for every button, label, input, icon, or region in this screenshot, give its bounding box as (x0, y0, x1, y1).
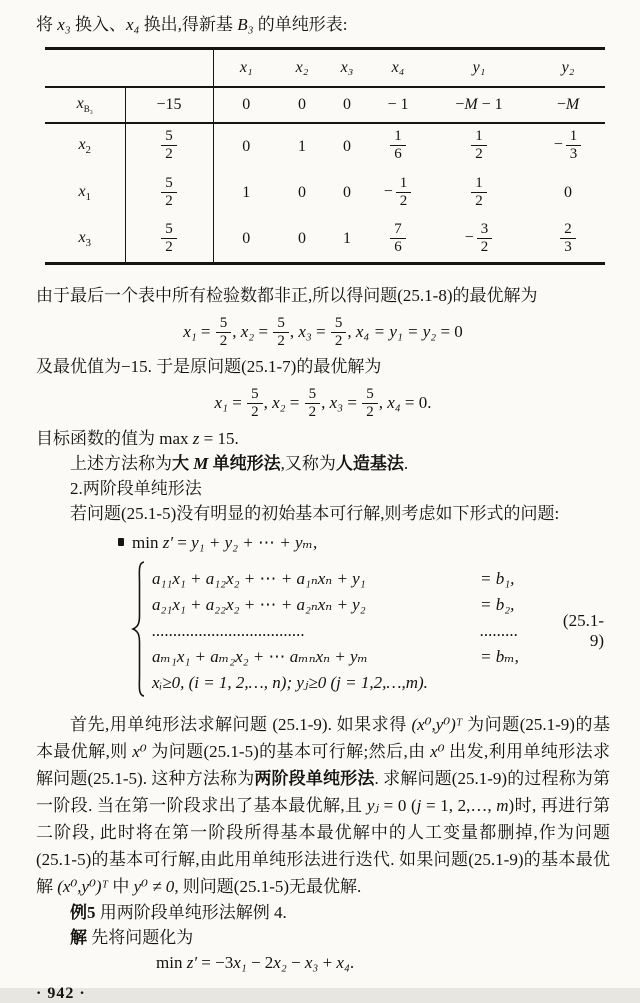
text-run: · (74, 984, 86, 1002)
fraction-sign: − (464, 228, 474, 246)
simplex-table-body (45, 87, 605, 264)
table-value-cell: −15 (125, 87, 213, 123)
bold-italic-run: M (193, 453, 209, 473)
equation-lhs: aₘ₁x₁ + aₘ₂x₂ + ⋯ aₘₙxₙ + yₘ (152, 647, 368, 667)
fraction (560, 221, 576, 256)
table-cell: 0 (298, 184, 306, 201)
solution-line-1 (36, 312, 610, 352)
equation-lhs: a₁₁x₁ + a₁₂x₂ + ⋯ + a₁ₙxₙ + y₁ (152, 569, 366, 589)
fraction-numerator: 5 (362, 386, 378, 404)
table-cell: 1 (343, 230, 351, 248)
fraction-denominator: 2 (165, 146, 173, 162)
equation-row (152, 566, 554, 592)
table-cell: 0 (564, 184, 572, 201)
fraction (471, 175, 487, 210)
table-basis-cell (45, 170, 125, 217)
math-run: z′ (186, 952, 198, 972)
math-run: x⁰ (430, 741, 445, 761)
math-run: x₃ (57, 15, 71, 34)
fraction (305, 386, 321, 421)
page-number (36, 985, 610, 1003)
text-run: 出发,利用单纯形法求解问题(25.1-5). 这种方法称为 (36, 741, 611, 788)
text-run: − (455, 95, 465, 113)
math-run: x₁ (214, 393, 228, 413)
fraction (471, 128, 487, 163)
text-run: = −3 (197, 952, 234, 972)
fraction-numerator: 1 (471, 128, 487, 146)
math-run: y₁ + y₂ + ⋯ + yₘ (191, 532, 313, 552)
text-run: = (285, 393, 304, 413)
fraction-numerator: 1 (471, 175, 487, 193)
equation-rhs (480, 670, 554, 696)
math-run: x₂ (240, 322, 255, 341)
equation-rhs: = bₘ, (480, 647, 519, 667)
math-run: M (464, 95, 478, 113)
math-run: x₄ (336, 952, 350, 972)
text-run: 为问题(25.1-5)的基本可行解;然后,由 (146, 741, 431, 761)
equation-number: (25.1-9) (562, 611, 604, 651)
text-run: , (263, 393, 273, 413)
fraction-denominator: 2 (475, 192, 483, 209)
fraction (216, 315, 232, 350)
text-run: = 0 (436, 322, 463, 341)
intro-line (36, 12, 610, 37)
fraction-denominator: 6 (394, 146, 402, 162)
fraction (390, 221, 406, 256)
math-run: M (565, 95, 580, 113)
solution-line-2 (36, 383, 610, 423)
table-cell (427, 87, 531, 123)
text-run: − (286, 952, 305, 972)
min-objective-line (132, 529, 610, 556)
text-run: 换入、 (70, 15, 126, 34)
table-cell: 1 (242, 184, 251, 201)
fraction (566, 128, 582, 163)
simplex-table (45, 47, 605, 265)
fraction-denominator: 2 (475, 146, 483, 162)
table-cell: 0 (213, 87, 279, 123)
equation-lhs: xᵢ≥0, (i = 1, 2,…, n); yⱼ≥0 (j = 1,2,…,m). (152, 673, 428, 693)
paragraph-optimal-25-1-8: 由于最后一个表中所有检验数都非正,所以得问题(25.1-8)的最优解为 (36, 286, 538, 305)
paragraph-big-m-method (36, 451, 610, 476)
fraction (477, 221, 493, 256)
fraction-numerator: 5 (161, 175, 177, 193)
table-cell (427, 170, 531, 217)
basis-variable: x (76, 94, 84, 112)
equation-row (152, 618, 554, 644)
math-run: x₃ (329, 393, 344, 413)
table-row (45, 123, 605, 170)
math-run: (x⁰,y⁰)ᵀ (57, 876, 109, 896)
table-cell (369, 217, 427, 264)
math-run: x₂ (272, 393, 286, 413)
paragraph-two-phase-intro: 若问题(25.1-5)没有明显的初始基本可行解,则考虑如下形式的问题: (70, 503, 560, 523)
text-run: 将 (36, 15, 58, 34)
fraction-numerator: 5 (305, 386, 321, 404)
fraction-denominator: 6 (394, 238, 402, 255)
text-run: )时, 再进行第二阶段, 此时将在第一阶段所得基本最优解中的人工变量都删掉,作为问题(25.1-5)的基本可行解,由此用单纯形法进行迭代. 如果问题(25.1-9)的基本最优解 (36, 795, 610, 896)
math-run: x₃ (304, 952, 319, 972)
text-run: = (227, 393, 247, 413)
table-cell (427, 217, 531, 264)
equation-lhs: .................................... (152, 621, 305, 641)
math-run: x₄ (125, 15, 140, 34)
fraction-numerator: 1 (566, 128, 582, 146)
math-run: y⁰ ≠ 0 (133, 876, 175, 896)
fraction-numerator: 5 (331, 315, 347, 333)
math-run: z′ (162, 532, 174, 552)
text-run: = 0. (400, 393, 432, 413)
fraction-denominator: 2 (165, 238, 173, 255)
fraction-denominator: 2 (334, 332, 343, 349)
fraction (161, 221, 177, 256)
math-run: z (192, 428, 200, 448)
table-column-header: x₄ (369, 49, 427, 87)
fraction-numerator: 1 (396, 175, 412, 193)
equation-system-25-1-9 (130, 560, 610, 703)
math-run: x₁ (183, 322, 197, 341)
text-run: = 1, 2,…, (421, 795, 497, 815)
fraction-numerator: 5 (247, 386, 263, 404)
min-objective-text (132, 533, 317, 552)
fraction-denominator: 2 (366, 403, 374, 420)
text-run: 中 (108, 876, 134, 896)
basis-variable-subscript: 3 (85, 237, 92, 250)
fraction-numerator: 5 (161, 128, 177, 146)
bold-run: 例5 (70, 902, 96, 922)
table-column-header: x₁ (213, 49, 279, 87)
text-run: = (196, 322, 215, 341)
table-cell (427, 123, 531, 170)
fraction (161, 175, 177, 210)
basis-variable: x (78, 182, 86, 200)
text-run: − 2 (246, 952, 274, 972)
fraction-numerator: 1 (390, 128, 406, 146)
text-run: = (311, 322, 330, 341)
fraction-denominator: 2 (165, 192, 173, 209)
basis-variable: x (78, 136, 86, 154)
basis-variable-subscript: 1 (85, 191, 92, 204)
table-basis-cell (45, 87, 125, 123)
table-cell (531, 123, 605, 170)
text-run: , 则问题(25.1-5)无最优解. (174, 876, 362, 896)
fraction-numerator: 5 (216, 315, 232, 333)
fraction-denominator: 3 (569, 146, 578, 162)
equation-row (152, 592, 554, 618)
fraction-sign: − (553, 136, 563, 153)
text-run: 用两阶段单纯形法解例 4. (95, 902, 287, 922)
fraction-numerator: 2 (560, 221, 576, 239)
table-cell (531, 87, 605, 123)
table-value-cell (125, 170, 213, 217)
text-run: , (347, 322, 356, 341)
table-cell: − 1 (369, 87, 427, 123)
fraction-numerator: 5 (273, 315, 289, 333)
text-run: 上述方法称为 (70, 453, 172, 473)
paragraph-optimal-25-1-7: 及最优值为−15. 于是原问题(25.1-7)的最优解为 (36, 357, 382, 377)
fraction-denominator: 2 (251, 403, 259, 420)
fraction (161, 128, 177, 163)
table-cell: 0 (279, 87, 325, 123)
bold-run: 人造基法 (335, 453, 404, 473)
paragraph-two-phase-body (36, 711, 610, 900)
text-run: 换出,得新基 (139, 15, 238, 34)
table-row (45, 170, 605, 217)
equation-row (152, 670, 554, 696)
bold-run: 单纯形法 (208, 453, 281, 473)
text-run: = (254, 322, 273, 341)
text-run: . (349, 952, 355, 972)
table-row (45, 87, 605, 123)
min-z-prime-line (156, 950, 610, 975)
text-run: 目标函数的值为 max (36, 428, 193, 448)
bold-run: 942 (47, 984, 75, 1002)
text-run: , (321, 393, 330, 413)
heading-two-phase: 2.两阶段单纯形法 (70, 478, 202, 498)
fraction-numerator: 7 (390, 221, 406, 239)
text-run: 先将问题化为 (87, 927, 194, 947)
table-cell: 0 (343, 137, 351, 155)
text-run: , (312, 532, 318, 552)
text-run: ,又称为 (280, 453, 336, 473)
table-corner-cell (45, 49, 213, 87)
text-run: · (36, 984, 48, 1002)
simplex-table-head (45, 49, 605, 87)
math-run: x₃ (298, 322, 312, 341)
table-basis-cell (45, 123, 125, 170)
math-run: B₃ (237, 15, 254, 34)
print-dot (118, 538, 124, 546)
text-run: = (173, 532, 192, 552)
text-run: − (556, 95, 566, 113)
text-run: = 0 ( (379, 795, 417, 815)
text-run: − 1 (477, 95, 503, 113)
math-run: yⱼ (366, 795, 380, 815)
fraction-numerator: 5 (161, 221, 177, 239)
table-column-header: y₁ (427, 49, 531, 87)
table-cell: 0 (242, 230, 251, 248)
fraction-denominator: 2 (308, 403, 317, 420)
fraction-numerator: 3 (477, 221, 493, 239)
equation-lines (152, 566, 554, 696)
fraction (331, 315, 347, 350)
fraction-denominator: 3 (564, 238, 572, 255)
table-value-cell (125, 217, 213, 264)
table-cell: 0 (343, 184, 351, 201)
fraction-denominator: 2 (399, 192, 408, 209)
text-run: = 15. (199, 428, 239, 448)
math-run: (x⁰,y⁰)ᵀ (411, 714, 463, 734)
table-cell (369, 170, 427, 217)
equation-lhs: a₂₁x₁ + a₂₂x₂ + ⋯ + a₂ₙxₙ + y₂ (152, 595, 366, 615)
table-column-header: y₂ (531, 49, 605, 87)
math-run: m (496, 795, 509, 815)
table-cell: 1 (298, 137, 306, 155)
table-basis-cell (45, 217, 125, 264)
text-run: min (156, 952, 187, 972)
text-run: min (132, 532, 163, 552)
bold-run: 解 (70, 927, 87, 947)
basis-variable-subscript: 2 (85, 144, 92, 157)
math-run: j (416, 795, 422, 815)
table-cell: 0 (242, 137, 251, 155)
fraction-sign: − (383, 182, 393, 200)
paragraph-objective-value (36, 426, 610, 451)
text-run: , (289, 322, 299, 341)
solve-line (36, 925, 610, 950)
text-run: , (232, 322, 241, 341)
equation-rhs: = b₂, (480, 595, 515, 615)
bold-run: 两阶段单纯形法 (254, 768, 375, 788)
fraction-denominator: 2 (277, 332, 285, 349)
fraction (396, 175, 412, 210)
table-row (45, 217, 605, 264)
text-run: , (378, 393, 388, 413)
table-cell: 0 (325, 87, 369, 123)
fraction-denominator: 2 (480, 238, 489, 255)
fraction (362, 386, 378, 421)
fraction-denominator: 2 (219, 332, 228, 349)
left-brace-icon (130, 560, 148, 703)
math-run: x₂ (273, 952, 287, 972)
basis-variable-subscript: B₃ (83, 104, 93, 115)
table-cell (369, 123, 427, 170)
bold-run: 大 (172, 453, 194, 473)
table-value-cell (125, 123, 213, 170)
fraction (390, 128, 406, 163)
text-run: + (318, 952, 337, 972)
table-cell (531, 217, 605, 264)
equation-row (152, 644, 554, 670)
text-run: 首先,用单纯形法求解问题 (25.1-9). 如果求得 (70, 714, 412, 734)
math-run: x₄ (387, 393, 401, 413)
fraction (247, 386, 263, 421)
text-run: 的单纯形表: (253, 15, 348, 34)
math-run: x₁ (233, 952, 247, 972)
table-column-header: x₂ (279, 49, 325, 87)
text-run: = (343, 393, 362, 413)
basis-variable: x (78, 229, 86, 247)
text-run: . 求解问题(25.1-9)的过程称为第一阶段. 当在第一阶段求出了基本最优解,且 (36, 768, 611, 815)
text-run: . (403, 453, 409, 473)
fraction (273, 315, 289, 350)
table-column-header: x₃ (325, 49, 369, 87)
math-run: x₄ = y₁ = y₂ (355, 322, 437, 341)
table-cell: 0 (298, 230, 306, 248)
example-5-line (36, 900, 610, 925)
equation-rhs: ......... (480, 621, 519, 641)
table-header-row (45, 49, 605, 87)
equation-rhs: = b₁, (480, 569, 515, 589)
math-run: x⁰ (132, 741, 147, 761)
text-run: 为问题(25.1-9)的基本最优解,则 (36, 714, 611, 761)
